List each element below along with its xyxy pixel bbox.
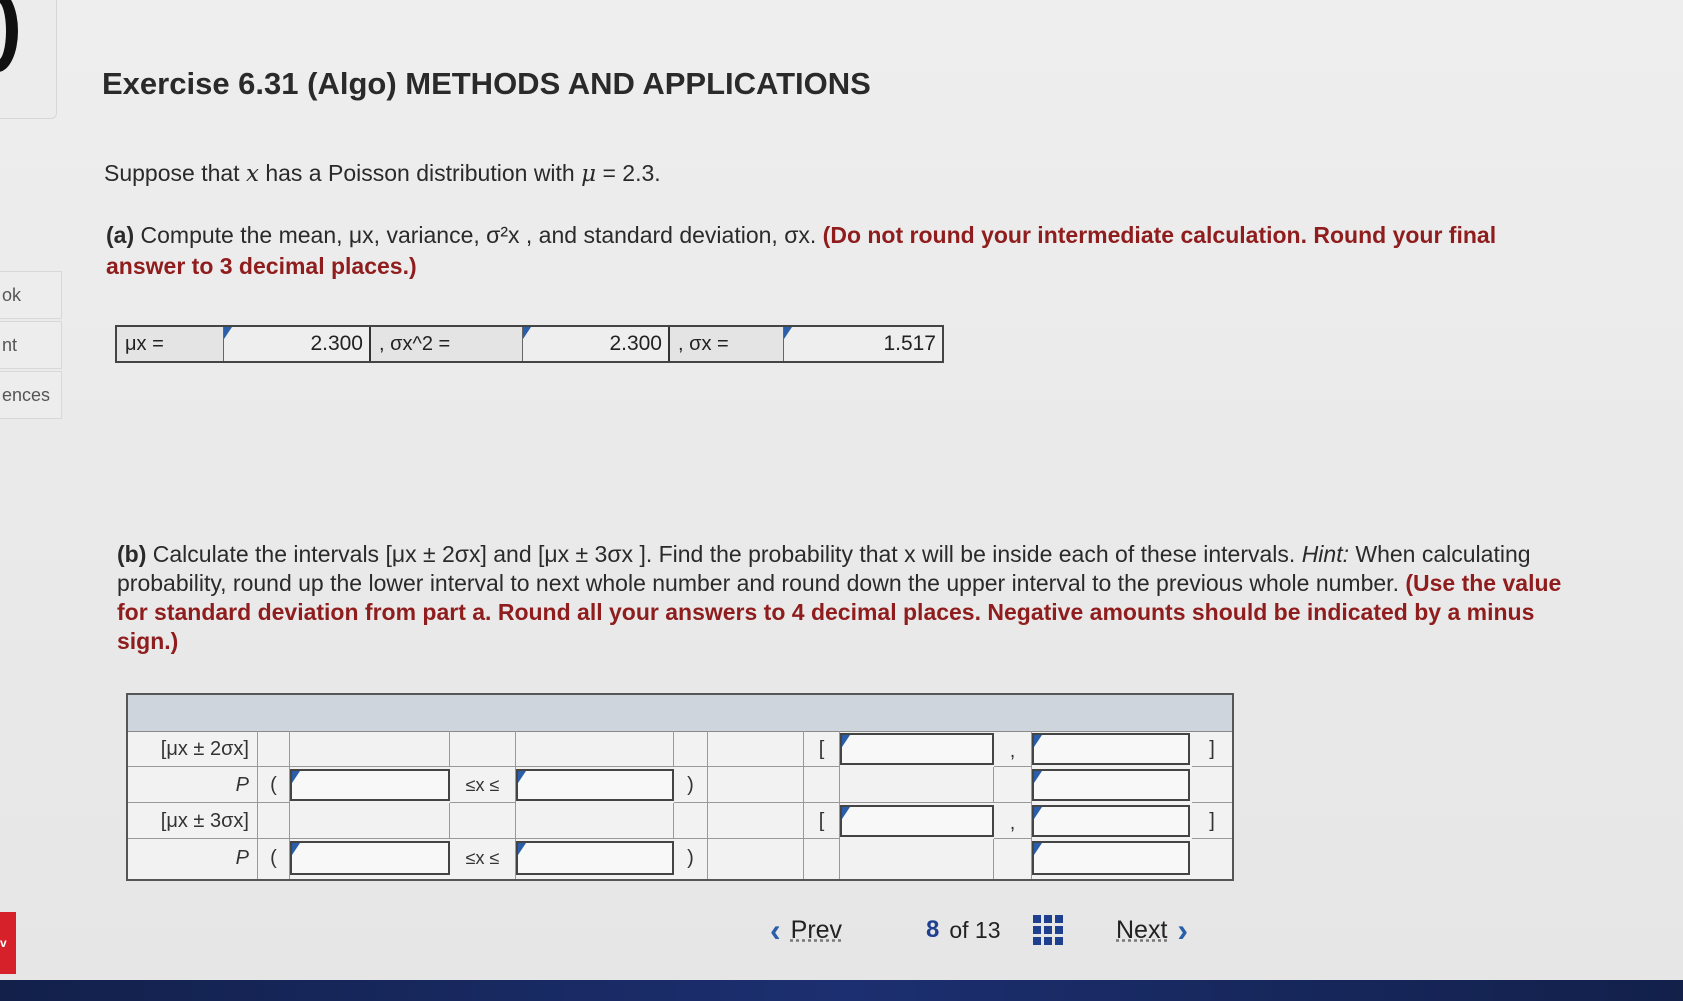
grid-cell: [290, 803, 450, 839]
flag-icon: [842, 807, 850, 819]
grid-menu-button[interactable]: [1033, 895, 1063, 965]
interval-3sigma-lower-input[interactable]: [840, 805, 994, 837]
grid-cell: [1192, 767, 1232, 803]
prob-3sigma-lower-input[interactable]: [290, 841, 450, 875]
next-label: Next: [1116, 915, 1168, 944]
grid-cell: [674, 731, 708, 767]
sidebar-tab-label: ences: [2, 385, 51, 405]
sidebar-tab-ebook[interactable]: [0, 271, 62, 319]
comma: ,: [994, 731, 1032, 767]
flag-icon: [292, 771, 300, 783]
close-bracket: ]: [1192, 803, 1232, 839]
grid-cell: [708, 839, 804, 879]
row-label-2sigma: [μx ± 2σx]: [128, 731, 258, 767]
grid-cell: [516, 803, 674, 839]
comma: ,: [994, 803, 1032, 839]
interval-grid: [126, 693, 1234, 881]
grid-cell: [708, 767, 804, 803]
intro-text: Suppose that x has a Poisson distribution with μ = 2.3.: [104, 160, 661, 187]
row-label-3sigma: [μx ± 3σx]: [128, 803, 258, 839]
prev-label: Prev: [790, 915, 843, 944]
sd-value: 1.517: [883, 332, 936, 355]
close-paren: ): [674, 839, 708, 879]
close-bracket: ]: [1192, 731, 1232, 767]
sidebar-tab-label: nt: [2, 335, 18, 355]
chevron-right-icon: ›: [1177, 911, 1189, 948]
grid-cell: [674, 803, 708, 839]
grid-icon: [1033, 915, 1063, 945]
grid-cell: [258, 803, 290, 839]
page-title: Exercise 6.31 (Algo) METHODS AND APPLICATIONS: [102, 66, 871, 101]
side-red-marker[interactable]: v: [0, 912, 16, 974]
flag-icon: [1034, 843, 1042, 855]
variance-input[interactable]: [523, 327, 670, 361]
grid-cell: [258, 731, 290, 767]
part-a-text: (a) Compute the mean, μx, variance, σ²x , and standard deviation, σx. (Do not round your intermediate calculation. Round your final answer to 3 decimal places.): [106, 222, 1497, 279]
between-symbol: ≤x ≤: [450, 767, 516, 803]
open-paren: (: [258, 767, 290, 803]
mean-input[interactable]: [224, 327, 371, 361]
flag-icon: [784, 327, 792, 339]
prob-2sigma-upper-input[interactable]: [516, 769, 674, 801]
close-paren: ): [674, 767, 708, 803]
open-paren: (: [258, 839, 290, 879]
flag-icon: [224, 327, 232, 339]
prob-3sigma-result-input[interactable]: [1032, 841, 1190, 875]
prob-2sigma-lower-input[interactable]: [290, 769, 450, 801]
open-bracket: [: [804, 731, 840, 767]
grid-cell: [708, 803, 804, 839]
flag-icon: [842, 735, 850, 747]
grid-header: [128, 695, 1232, 732]
page-total: of 13: [949, 916, 1001, 943]
interval-2sigma-upper-input[interactable]: [1032, 733, 1190, 765]
sidebar-tab-label: ok: [2, 285, 22, 305]
grid-cell: [804, 839, 840, 879]
grid-cell: [840, 839, 994, 879]
flag-icon: [292, 843, 300, 855]
mean-label: μx =: [117, 327, 224, 361]
flag-icon: [1034, 807, 1042, 819]
grid-cell: [290, 731, 450, 767]
grid-cell: [994, 767, 1032, 803]
flag-icon: [518, 771, 526, 783]
part-a-answer-row: [115, 325, 944, 363]
row-label-p1: P: [128, 767, 258, 803]
prev-button[interactable]: [770, 895, 842, 965]
flag-icon: [1034, 771, 1042, 783]
page-indicator: [926, 895, 1001, 965]
chevron-left-icon: ‹: [770, 911, 781, 948]
variance-value: 2.300: [609, 332, 662, 355]
flag-icon: [1034, 735, 1042, 747]
grid-cell: [840, 767, 994, 803]
between-symbol: ≤x ≤: [450, 839, 516, 879]
grid-cell: [516, 731, 674, 767]
current-page: 8: [926, 916, 940, 943]
grid-cell: [994, 839, 1032, 879]
part-b-text: (b) Calculate the intervals [μx ± 2σx] and [μx ± 3σx ]. Find the probability that x will be inside each of these intervals. Hint: When calculating probability, round up the lower interval to next whole number and round down the upper interval to the previous whole number. (Use the value for standard deviation from part a. Round all your answers to 4 decimal places. Negative amounts should be indicated by a minus sign.): [117, 541, 1562, 654]
open-bracket: [: [804, 803, 840, 839]
interval-3sigma-upper-input[interactable]: [1032, 805, 1190, 837]
grid-cell: [804, 767, 840, 803]
sidebar-tab-references[interactable]: [0, 371, 62, 419]
sidebar-tab-print[interactable]: [0, 321, 62, 369]
bottom-bar: [0, 980, 1683, 1001]
grid-cell: [1192, 839, 1232, 879]
flag-icon: [518, 843, 526, 855]
next-button[interactable]: [1116, 895, 1188, 965]
mean-value: 2.300: [310, 332, 363, 355]
prob-3sigma-upper-input[interactable]: [516, 841, 674, 875]
row-label-p2: P: [128, 839, 258, 879]
flag-icon: [523, 327, 531, 339]
variance-label: , σx^2 =: [371, 327, 523, 361]
interval-2sigma-lower-input[interactable]: [840, 733, 994, 765]
prob-2sigma-result-input[interactable]: [1032, 769, 1190, 801]
sd-input[interactable]: [784, 327, 942, 361]
grid-cell: [450, 803, 516, 839]
grid-cell: [708, 731, 804, 767]
sd-label: , σx =: [670, 327, 784, 361]
grid-cell: [450, 731, 516, 767]
